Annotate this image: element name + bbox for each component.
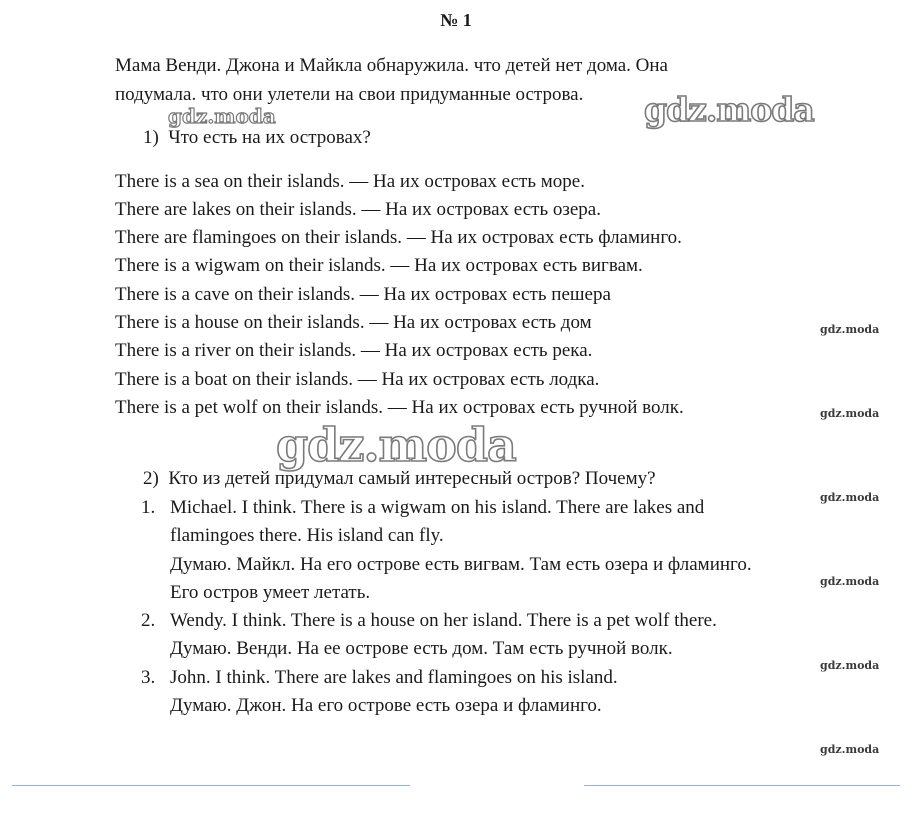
sentence-line: There is a sea on their islands. — На их островах есть море.: [115, 171, 585, 192]
intro-line: подумала. что они улетели на свои придуманные острова.: [115, 84, 584, 105]
watermark: gdz.moda: [820, 659, 880, 672]
watermark: gdz.moda: [820, 743, 880, 756]
watermark: gdz.moda: [820, 491, 880, 504]
sentence-line: There is a wigwam on their islands. — На их островах есть вигвам.: [115, 255, 643, 276]
answer-number: 1.: [141, 497, 156, 518]
answer-line: Его остров умеет летать.: [170, 582, 371, 603]
sentence-line: There are lakes on their islands. — На их островах есть озера.: [115, 199, 601, 220]
question-text: Кто из детей придумал самый интересный остров? Почему?: [168, 468, 656, 489]
answer-number: 2.: [141, 610, 156, 631]
answer-line: flamingoes there. His island can fly.: [170, 525, 444, 546]
sentence-line: There is a house on their islands. — На их островах есть дом: [115, 312, 592, 333]
watermark: gdz.moda: [276, 418, 516, 472]
answer-line: Думаю. Венди. На ее острове есть дом. Там есть ручной волк.: [170, 638, 673, 659]
watermark: gdz.moda: [820, 407, 880, 420]
sentence-line: There is a pet wolf on their islands. — На их островах есть ручной волк.: [115, 397, 684, 418]
answer-line: Думаю. Джон. На его острове есть озера и фламинго.: [170, 695, 602, 716]
sentence-line: There are flamingoes on their islands. — На их островах есть фламинго.: [115, 227, 682, 248]
sentence-line: There is a boat on their islands. — На их островах есть лодка.: [115, 369, 600, 390]
watermark: gdz.moda: [820, 323, 880, 336]
question-1: [143, 124, 371, 152]
intro-line: Мама Венди. Джона и Майкла обнаружила. что детей нет дома. Она: [115, 55, 668, 76]
answer-line: John. I think. There are lakes and flamingoes on his island.: [170, 667, 618, 688]
footer-rule-right: [584, 785, 900, 786]
question-number: 2): [143, 468, 159, 489]
question-number: 1): [143, 127, 159, 148]
exercise-number: № 1: [440, 10, 472, 30]
answer-line: Думаю. Майкл. На его острове есть вигвам. Там есть озера и фламинго.: [170, 554, 752, 575]
watermark: gdz.moda: [644, 90, 814, 129]
answer-line: Wendy. I think. There is a house on her island. There is a pet wolf there.: [170, 610, 717, 631]
question-text: Что есть на их островах?: [168, 127, 371, 148]
answer-number: 3.: [141, 667, 156, 688]
footer-rule-left: [12, 785, 410, 786]
sentence-line: There is a river on their islands. — На их островах есть река.: [115, 340, 593, 361]
sentence-line: There is a cave on their islands. — На их островах есть пешера: [115, 284, 611, 305]
watermark: gdz.moda: [820, 575, 880, 588]
watermark: gdz.moda: [168, 104, 276, 128]
answer-line: Michael. I think. There is a wigwam on his island. There are lakes and: [170, 497, 705, 518]
